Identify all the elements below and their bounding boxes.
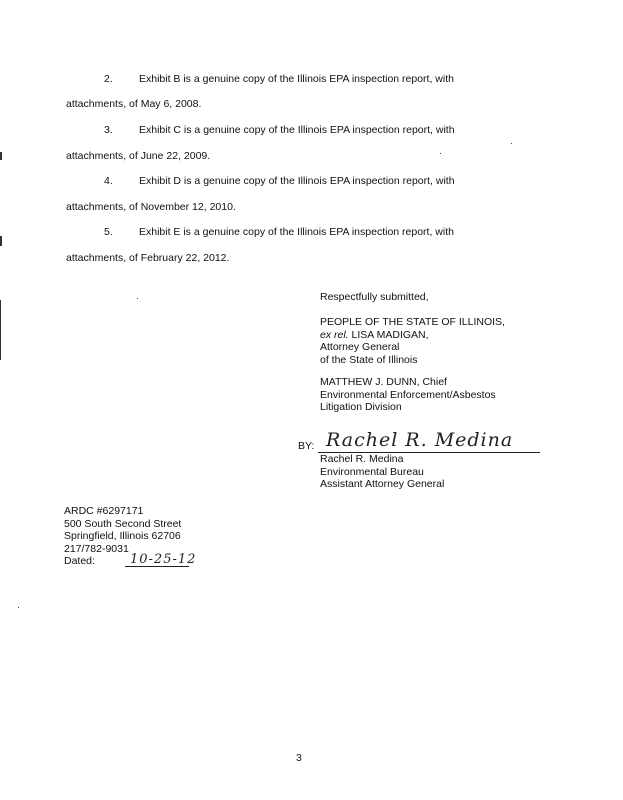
item-number: 2.	[104, 73, 113, 85]
item-text: Exhibit D is a genuine copy of the Illinois EPA inspection report, with	[139, 175, 455, 187]
item-number: 4.	[104, 175, 113, 187]
closing-text: Respectfully submitted,	[320, 291, 429, 303]
scan-edge-mark	[0, 236, 2, 246]
people-line: PEOPLE OF THE STATE OF ILLINOIS,	[320, 316, 505, 328]
phone-number: 217/782-9031	[64, 542, 129, 555]
ardc-number: ARDC #6297171	[64, 505, 144, 517]
item-text-continued: attachments, of February 22, 2012.	[66, 252, 230, 264]
signer-title: Assistant Attorney General	[320, 478, 445, 490]
scan-edge-mark	[0, 152, 2, 160]
signer-bureau: Environmental Bureau	[320, 465, 424, 478]
state-line: of the State of Illinois	[320, 353, 418, 366]
item-text-continued: attachments, of November 12, 2010.	[66, 201, 236, 213]
city-address: Springfield, Illinois 62706	[64, 530, 181, 542]
chief-block	[320, 376, 496, 414]
item-text: Exhibit C is a genuine copy of the Illinois EPA inspection report, with	[139, 124, 455, 136]
item-number: 5.	[104, 226, 113, 238]
scan-speck	[440, 153, 441, 154]
item-text-continued: attachments, of June 22, 2009.	[66, 150, 211, 162]
chief-name: MATTHEW J. DUNN, Chief	[320, 376, 447, 388]
by-label: BY:	[298, 440, 315, 452]
item-text: Exhibit E is a genuine copy of the Illinois EPA inspection report, with	[139, 226, 454, 238]
page-number: 3	[296, 752, 302, 764]
attorney-general-title: Attorney General	[320, 341, 400, 353]
signer-name: Rachel R. Medina	[320, 453, 404, 465]
dated-label: Dated:	[64, 555, 95, 567]
item-text: Exhibit B is a genuine copy of the Illinois EPA inspection report, with	[139, 73, 454, 85]
division-line: Environmental Enforcement/Asbestos	[320, 388, 496, 401]
street-address: 500 South Second Street	[64, 517, 182, 530]
item-number: 3.	[104, 124, 113, 136]
scan-speck	[18, 607, 19, 608]
attorney-general-name: LISA MADIGAN,	[351, 328, 429, 341]
date-line	[125, 566, 189, 567]
scan-speck	[511, 143, 512, 144]
handwritten-date: 10-25-12	[130, 552, 197, 567]
item-text-continued: attachments, of May 6, 2008.	[66, 98, 202, 110]
handwritten-signature: Rachel R. Medina	[326, 429, 514, 451]
people-block	[320, 316, 505, 366]
exrel-label: ex rel.	[320, 328, 349, 341]
division-line-2: Litigation Division	[320, 401, 402, 413]
scan-speck	[137, 298, 138, 299]
scan-edge-mark	[0, 300, 1, 360]
signer-block	[320, 453, 444, 491]
exrel-line	[320, 329, 505, 342]
